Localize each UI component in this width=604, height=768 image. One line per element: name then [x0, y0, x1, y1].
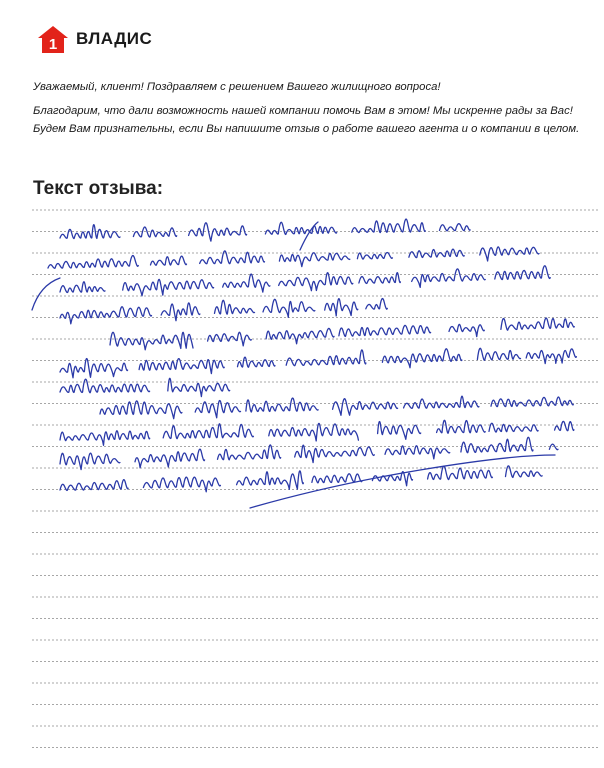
handwriting-stroke — [110, 318, 574, 350]
brand-name: ВЛАДИС — [76, 29, 153, 48]
handwriting-stroke — [60, 420, 574, 445]
handwriting-stroke — [60, 299, 387, 324]
handwriting-stroke — [60, 266, 550, 296]
intro-thanks: Благодарим, что дали возможность нашей компании помочь Вам в этом! Мы искренне рады за Вас! Будем Вам признательны, если Вы напишите отзыв о работе вашего агента и о компании в целом. — [33, 105, 580, 135]
handwriting-stroke — [48, 247, 539, 268]
handwriting-stroke — [60, 378, 230, 396]
handwriting-stroke — [60, 466, 542, 492]
handwriting-stroke — [32, 278, 60, 310]
handwriting-stroke — [60, 437, 558, 469]
review-heading: Текст отзыва: — [33, 178, 164, 199]
intro-greeting: Уважаемый, клиент! Поздравляем с решением Вашего жилищного вопроса! — [33, 81, 441, 93]
handwriting-stroke — [60, 219, 470, 241]
logo-digit: 1 — [48, 36, 58, 53]
handwriting-stroke — [100, 396, 573, 419]
handwriting-stroke — [60, 348, 576, 378]
